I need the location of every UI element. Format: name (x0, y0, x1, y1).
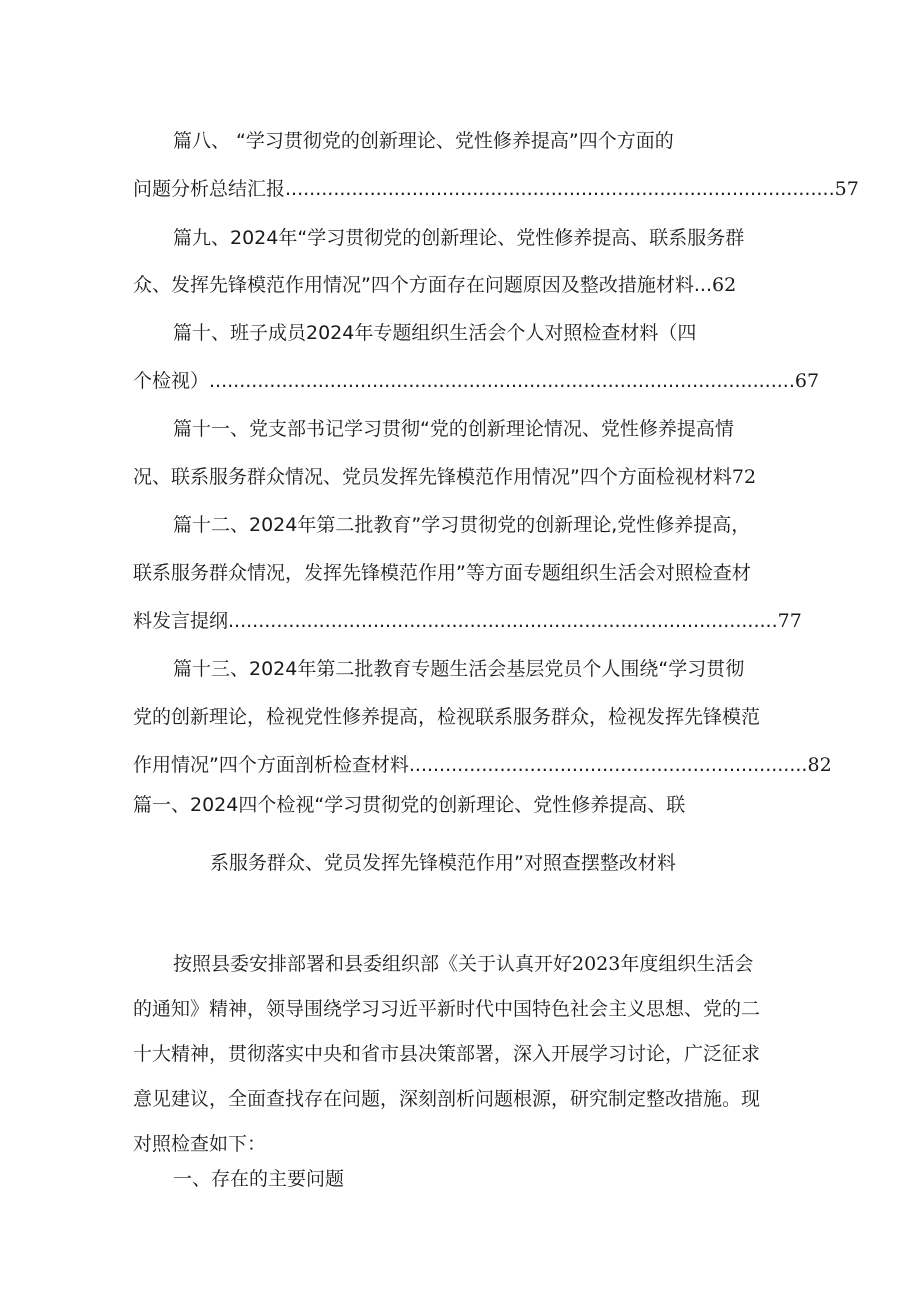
paragraph-line-1: 按照县委安排部署和县委组织部《关于认真开好2023年度组织生活会 (173, 953, 754, 975)
toc-entry-12-text: 料发言提纲 (133, 610, 229, 632)
toc-entry-13-line-3 (133, 752, 832, 778)
toc-page-number: 57 (834, 178, 859, 200)
toc-leader-dots: .................................................................. (408, 754, 808, 776)
toc-page-number: 77 (777, 610, 802, 632)
toc-entry-9-line-2 (133, 272, 736, 298)
paragraph-line-3: 十大精神，贯彻落实中央和省市县决策部署，深入开展学习讨论，广泛征求 (133, 1043, 761, 1065)
toc-entry-12-line-2: 联系服务群众情况，发挥先锋模范作用”等方面专题组织生活会对照检查材 (133, 562, 751, 584)
paragraph-line-2: 的通知》精神，领导围绕学习习近平新时代中国特色社会主义思想、党的二 (133, 998, 761, 1020)
section-heading: 一、存在的主要问题 (173, 1168, 345, 1190)
toc-page-number: 67 (794, 370, 820, 392)
toc-leader-dots: ................................................................................................. (209, 370, 795, 392)
article-title-line-1: 篇一、2024四个检视“学习贯彻党的创新理论、党性修养提高、联 (133, 794, 686, 816)
toc-page-number: 82 (807, 754, 832, 776)
toc-entry-8-text: 问题分析总结汇报 (133, 178, 286, 200)
toc-page-number: 62 (711, 274, 737, 296)
toc-entry-10-line-1: 篇十、班子成员2024年专题组织生活会个人对照检查材料（四 (173, 322, 697, 344)
toc-leader-dots: ........................................................................................... (228, 610, 778, 632)
article-title-line-2: 系服务群众、党员发挥先锋模范作用”对照查摆整改材料 (210, 852, 676, 874)
toc-entry-8-line-2 (133, 176, 859, 202)
toc-entry-12-line-1: 篇十二、2024年第二批教育”学习贯彻党的创新理论,党性修养提高， (173, 514, 751, 536)
paragraph-line-4: 意见建议，全面查找存在问题，深刻剖析问题根源，研究制定整改措施。现 (133, 1088, 761, 1110)
toc-entry-10-text: 个检视） (133, 370, 210, 392)
toc-page-number: 72 (731, 466, 757, 488)
toc-entry-13-line-1: 篇十三、2024年第二批教育专题生活会基层党员个人围绕“学习贯彻 (173, 658, 745, 680)
toc-entry-9-line-1: 篇九、2024年“学习贯彻党的创新理论、党性修养提高、联系服务群 (173, 227, 745, 249)
toc-entry-9-text: 众、发挥先锋模范作用情况”四个方面存在问题原因及整改措施材料 (133, 274, 694, 296)
toc-entry-13-line-2: 党的创新理论，检视党性修养提高，检视联系服务群众，检视发挥先锋模范 (133, 706, 761, 728)
toc-entry-11-text: 况、联系服务群众情况、党员发挥先锋模范作用情况”四个方面检视材料 (133, 466, 732, 488)
toc-entry-8-line-1: 篇八、 “学习贯彻党的创新理论、党性修养提高”四个方面的 (173, 130, 674, 152)
toc-entry-11-line-2 (133, 464, 756, 490)
toc-entry-10-line-2 (133, 368, 819, 394)
toc-leader-dots: ........................................................................................... (285, 178, 835, 200)
paragraph-line-5: 对照检查如下： (133, 1133, 267, 1155)
toc-leader-dots: ... (693, 274, 712, 296)
toc-entry-12-line-3 (133, 608, 802, 634)
toc-entry-13-text: 作用情况”四个方面剖析检查材料 (133, 754, 409, 776)
toc-entry-11-line-1: 篇十一、党支部书记学习贯彻“党的创新理论情况、党性修养提高情 (173, 418, 734, 440)
